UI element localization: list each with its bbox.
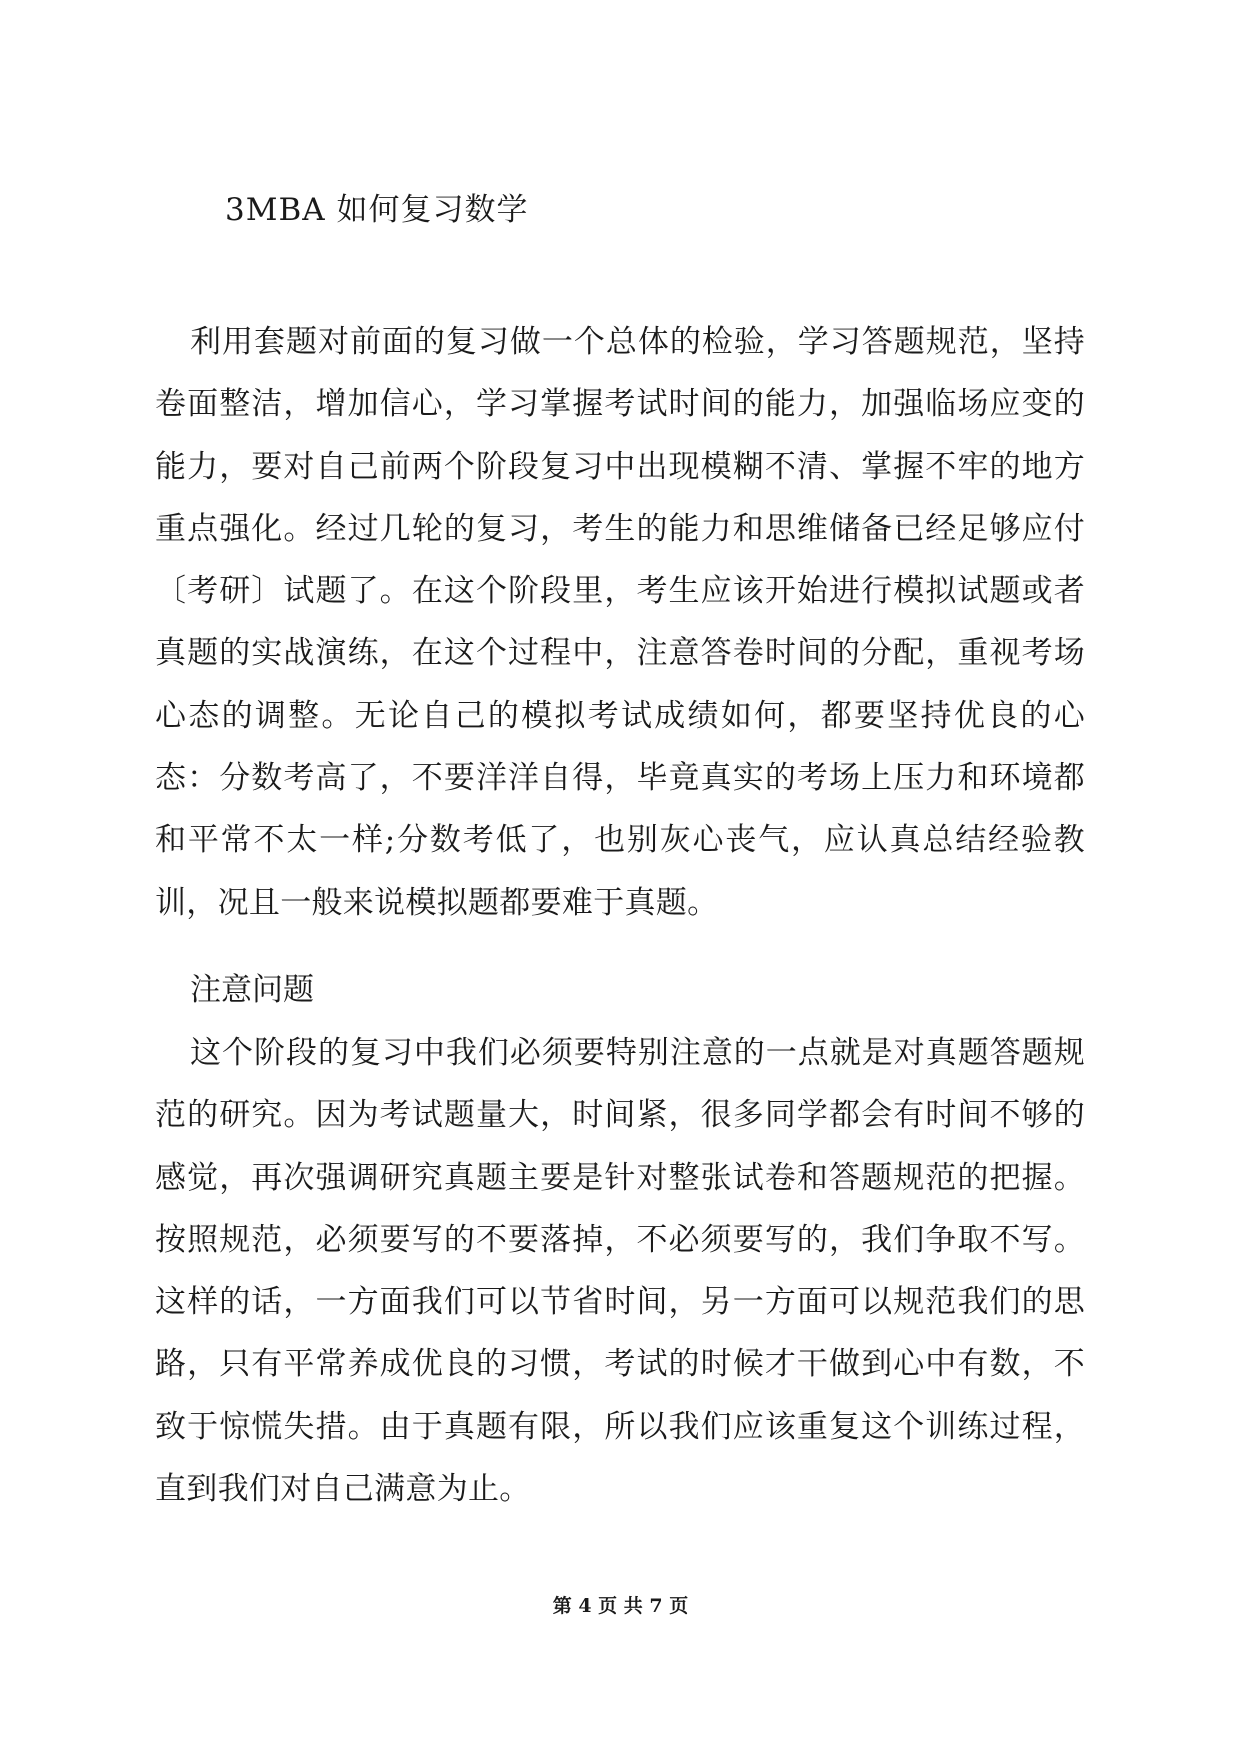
body-paragraph: 利用套题对前面的复习做一个总体的检验，学习答题规范，坚持卷面整洁，增加信心，学习掌握考试时间的能力，加强临场应变的能力，要对自己前两个阶段复习中出现模糊不清、掌握不牢的地方重点强化。经过几轮的复习，考生的能力和思维储备已经足够应付〔考研〕试题了。在这个阶段里，考生应该开始进行模拟试题或者真题的实战演练，在这个过程中，注意答卷时间的分配，重视考场心态的调整。无论自己的模拟考试成绩如何，都要坚持优良的心态：分数考高了，不要洋洋自得，毕竟真实的考场上压力和环境都和平常不太一样;分数考低了，也别灰心丧气，应认真总结经验教训，况且一般来说模拟题都要难于真题。 [155, 324, 1085, 921]
body-paragraph: 这个阶段的复习中我们必须要特别注意的一点就是对真题答题规范的研究。因为考试题量大，时间紧，很多同学都会有时间不够的感觉，再次强调研究真题主要是针对整张试卷和答题规范的把握。按照规范，必须要写的不要落掉，不必须要写的，我们争取不写。这样的话，一方面我们可以节省时间，另一方面可以规范我们的思路，只有平常养成优良的习惯，考试的时候才干做到心中有数，不致于惊慌失措。由于真题有限，所以我们应该重复这个训练过程，直到我们对自己满意为止。 [155, 1035, 1085, 1508]
section-heading: 注意问题 [190, 972, 314, 1008]
document-title: 3MBA 如何复习数学 [225, 192, 529, 228]
page-number-footer: 第 4 页 共 7 页 [552, 1595, 689, 1617]
